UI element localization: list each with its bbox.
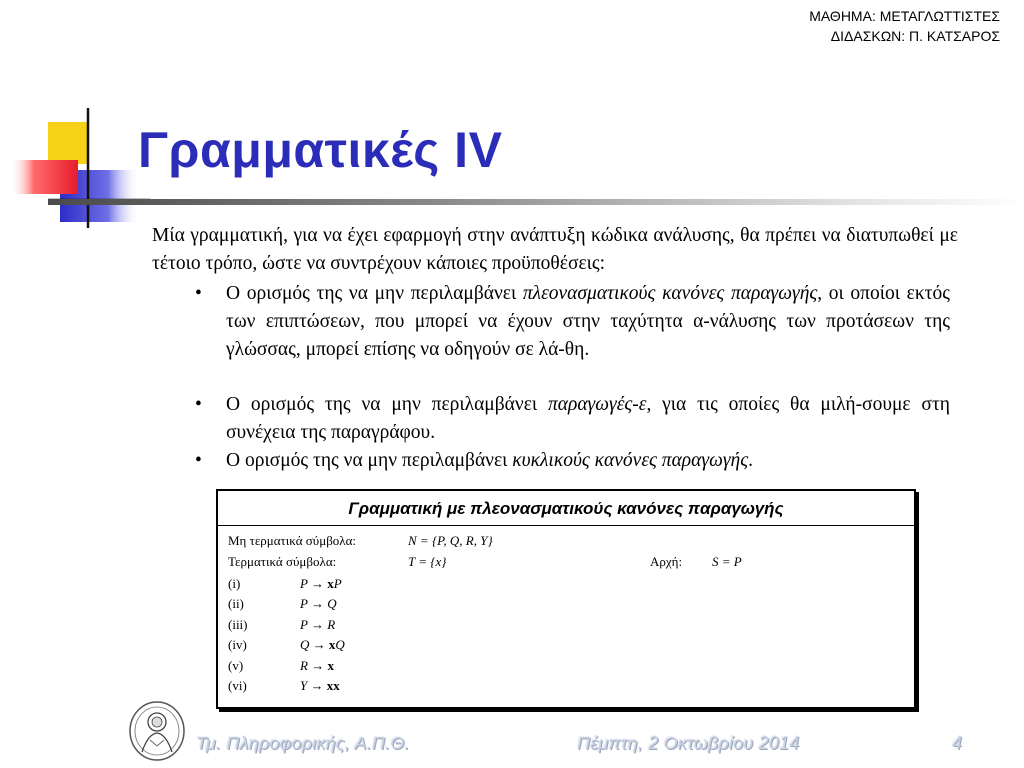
rule-number: (v) (228, 658, 244, 673)
bullet-item: • Ο ορισμός της να μην περιλαμβάνει πλεονασματικούς κανόνες παραγωγής, οι οποίοι εκτός των επιπτώσεων, που μπορεί να έχουν στην ταχύτητα α-νάλυσης των προτάσεων της γλώσσας, μπορεί επίσης να οδηγούν σε λά-θη. (195, 280, 950, 364)
production-rule: P → xP (300, 576, 342, 591)
nonterminals-label: Μη τερματικά σύμβολα: (228, 533, 357, 548)
rule-number: (iii) (228, 617, 248, 632)
nonterminals-value: N = {P, Q, R, Y} (408, 533, 493, 548)
rule-number: (iv) (228, 637, 247, 652)
course-header (809, 6, 1000, 46)
color-squares-decoration (10, 108, 150, 228)
course-name: ΜΑΘΗΜΑ: ΜΕΤΑΓΛΩΤΤΙΣΤΕΣ (809, 8, 1000, 24)
rule-number: (vi) (228, 678, 247, 693)
terminals-label: Τερματικά σύμβολα: (228, 554, 337, 569)
grammar-box-title: Γραμματική με πλεονασματικούς κανόνες παραγωγής (348, 499, 784, 518)
bullet-icon: • (195, 450, 202, 471)
university-seal-icon (128, 700, 186, 762)
bullet-icon: • (195, 394, 202, 415)
slide-title: Γραμματικές IV (138, 122, 503, 178)
start-value: S = P (712, 554, 742, 569)
production-rule: P → Q (300, 596, 337, 611)
terminals-value: T = {x} (408, 554, 447, 569)
production-rule: R → x (300, 658, 334, 673)
instructor-name: ΔΙΔΑΣΚΩΝ: Π. ΚΑΤΣΑΡΟΣ (830, 28, 1000, 44)
production-rule: P → R (300, 617, 336, 632)
bullet-item: • Ο ορισμός της να μην περιλαμβάνει κυκλικούς κανόνες παραγωγής. (195, 447, 950, 475)
bullet-icon: • (195, 283, 202, 304)
footer-department: Τμ. Πληροφορικής, Α.Π.Θ. (196, 733, 410, 753)
footer-date: Πέμπτη, 2 Οκτωβρίου 2014 (577, 733, 800, 753)
bullet-item: • Ο ορισμός της να μην περιλαμβάνει παραγωγές-ε, για τις οποίες θα μιλή-σουμε στη συνέχεια της παραγράφου. (195, 391, 950, 447)
title-underline (48, 199, 1024, 205)
rule-number: (ii) (228, 596, 244, 611)
grammar-box-divider (218, 525, 914, 526)
grammar-box (216, 489, 916, 709)
page-number: 4 (952, 733, 963, 753)
production-rule: Q → xQ (300, 637, 345, 652)
intro-paragraph: Μία γραμματική, για να έχει εφαρμογή στην ανάπτυξη κώδικα ανάλυσης, θα πρέπει να διατυπωθεί με τέτοιο τρόπο, ώστε να συντρέχουν κάποιες προϋποθέσεις: (152, 225, 958, 274)
production-rule: Y → xx (300, 678, 340, 693)
start-label: Αρχή: (650, 554, 683, 569)
rule-number: (i) (228, 576, 241, 591)
